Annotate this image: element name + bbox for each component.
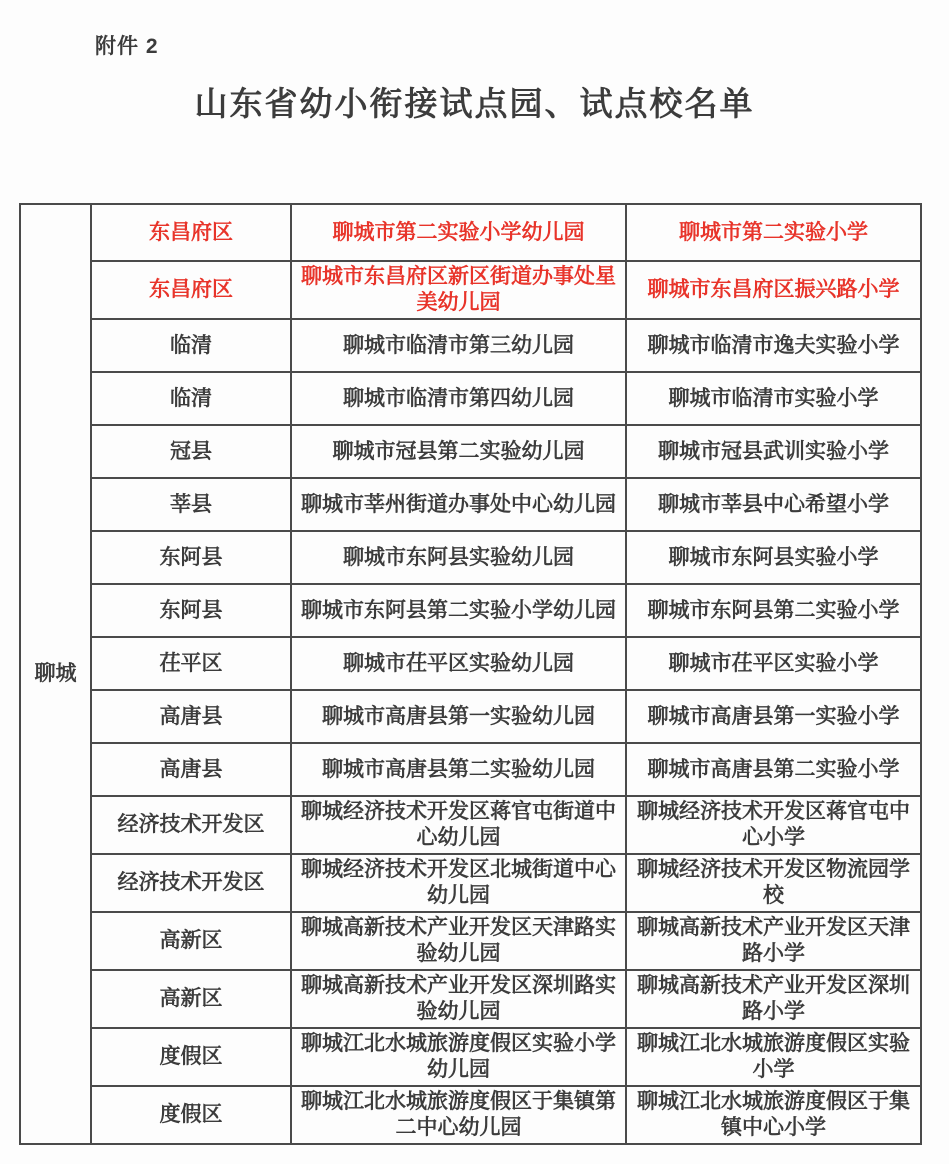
table-row xyxy=(20,319,921,372)
kindergarten-cell: 聊城市第二实验小学幼儿园 xyxy=(291,204,626,261)
school-cell: 聊城经济技术开发区物流园学校 xyxy=(626,854,921,912)
kindergarten-cell: 聊城经济技术开发区蒋官屯街道中心幼儿园 xyxy=(291,796,626,854)
kindergarten-cell: 聊城江北水城旅游度假区于集镇第二中心幼儿园 xyxy=(291,1086,626,1144)
table-row xyxy=(20,796,921,854)
table-row xyxy=(20,912,921,970)
school-cell: 聊城市高唐县第二实验小学 xyxy=(626,743,921,796)
school-cell: 聊城市第二实验小学 xyxy=(626,204,921,261)
kindergarten-cell: 聊城市高唐县第二实验幼儿园 xyxy=(291,743,626,796)
district-cell: 度假区 xyxy=(91,1086,291,1144)
page-title: 山东省幼小衔接试点园、试点校名单 xyxy=(194,85,755,122)
table-row xyxy=(20,854,921,912)
table-row xyxy=(20,261,921,319)
table-row xyxy=(20,690,921,743)
district-cell: 东阿县 xyxy=(91,531,291,584)
kindergarten-cell: 聊城市东昌府区新区街道办事处星美幼儿园 xyxy=(291,261,626,319)
district-cell: 莘县 xyxy=(91,478,291,531)
kindergarten-cell: 聊城市东阿县实验幼儿园 xyxy=(291,531,626,584)
school-cell: 聊城市临清市逸夫实验小学 xyxy=(626,319,921,372)
school-cell: 聊城经济技术开发区蒋官屯中心小学 xyxy=(626,796,921,854)
school-cell: 聊城市临清市实验小学 xyxy=(626,372,921,425)
kindergarten-cell: 聊城市莘州街道办事处中心幼儿园 xyxy=(291,478,626,531)
school-cell: 聊城高新技术产业开发区天津路小学 xyxy=(626,912,921,970)
kindergarten-cell: 聊城江北水城旅游度假区实验小学幼儿园 xyxy=(291,1028,626,1086)
school-cell: 聊城江北水城旅游度假区于集镇中心小学 xyxy=(626,1086,921,1144)
table-row xyxy=(20,584,921,637)
kindergarten-cell: 聊城高新技术产业开发区天津路实验幼儿园 xyxy=(291,912,626,970)
table-row xyxy=(20,743,921,796)
table-row xyxy=(20,1028,921,1086)
kindergarten-cell: 聊城市东阿县第二实验小学幼儿园 xyxy=(291,584,626,637)
school-cell: 聊城市东昌府区振兴路小学 xyxy=(626,261,921,319)
district-cell: 临清 xyxy=(91,372,291,425)
table-row xyxy=(20,478,921,531)
school-cell: 聊城市冠县武训实验小学 xyxy=(626,425,921,478)
district-cell: 高新区 xyxy=(91,970,291,1028)
table-row xyxy=(20,531,921,584)
kindergarten-cell: 聊城市冠县第二实验幼儿园 xyxy=(291,425,626,478)
kindergarten-cell: 聊城市高唐县第一实验幼儿园 xyxy=(291,690,626,743)
table-row xyxy=(20,970,921,1028)
district-cell: 茌平区 xyxy=(91,637,291,690)
table-row xyxy=(20,637,921,690)
district-cell: 东昌府区 xyxy=(91,204,291,261)
district-cell: 东阿县 xyxy=(91,584,291,637)
district-cell: 高唐县 xyxy=(91,690,291,743)
city-cell: 聊城 xyxy=(20,204,91,1144)
school-cell: 聊城市高唐县第一实验小学 xyxy=(626,690,921,743)
school-cell: 聊城市茌平区实验小学 xyxy=(626,637,921,690)
table-row xyxy=(20,1086,921,1144)
school-cell: 聊城市莘县中心希望小学 xyxy=(626,478,921,531)
district-cell: 临清 xyxy=(91,319,291,372)
kindergarten-cell: 聊城市临清市第四幼儿园 xyxy=(291,372,626,425)
pilot-schools-table xyxy=(19,203,922,1145)
kindergarten-cell: 聊城市临清市第三幼儿园 xyxy=(291,319,626,372)
district-cell: 冠县 xyxy=(91,425,291,478)
table-row xyxy=(20,372,921,425)
kindergarten-cell: 聊城市茌平区实验幼儿园 xyxy=(291,637,626,690)
school-cell: 聊城市东阿县实验小学 xyxy=(626,531,921,584)
district-cell: 高唐县 xyxy=(91,743,291,796)
attachment-label: 附件 2 xyxy=(95,35,159,58)
school-cell: 聊城高新技术产业开发区深圳路小学 xyxy=(626,970,921,1028)
district-cell: 度假区 xyxy=(91,1028,291,1086)
table-row xyxy=(20,204,921,261)
kindergarten-cell: 聊城高新技术产业开发区深圳路实验幼儿园 xyxy=(291,970,626,1028)
district-cell: 高新区 xyxy=(91,912,291,970)
district-cell: 经济技术开发区 xyxy=(91,854,291,912)
district-cell: 东昌府区 xyxy=(91,261,291,319)
school-cell: 聊城市东阿县第二实验小学 xyxy=(626,584,921,637)
school-cell: 聊城江北水城旅游度假区实验小学 xyxy=(626,1028,921,1086)
kindergarten-cell: 聊城经济技术开发区北城街道中心幼儿园 xyxy=(291,854,626,912)
district-cell: 经济技术开发区 xyxy=(91,796,291,854)
table-row xyxy=(20,425,921,478)
